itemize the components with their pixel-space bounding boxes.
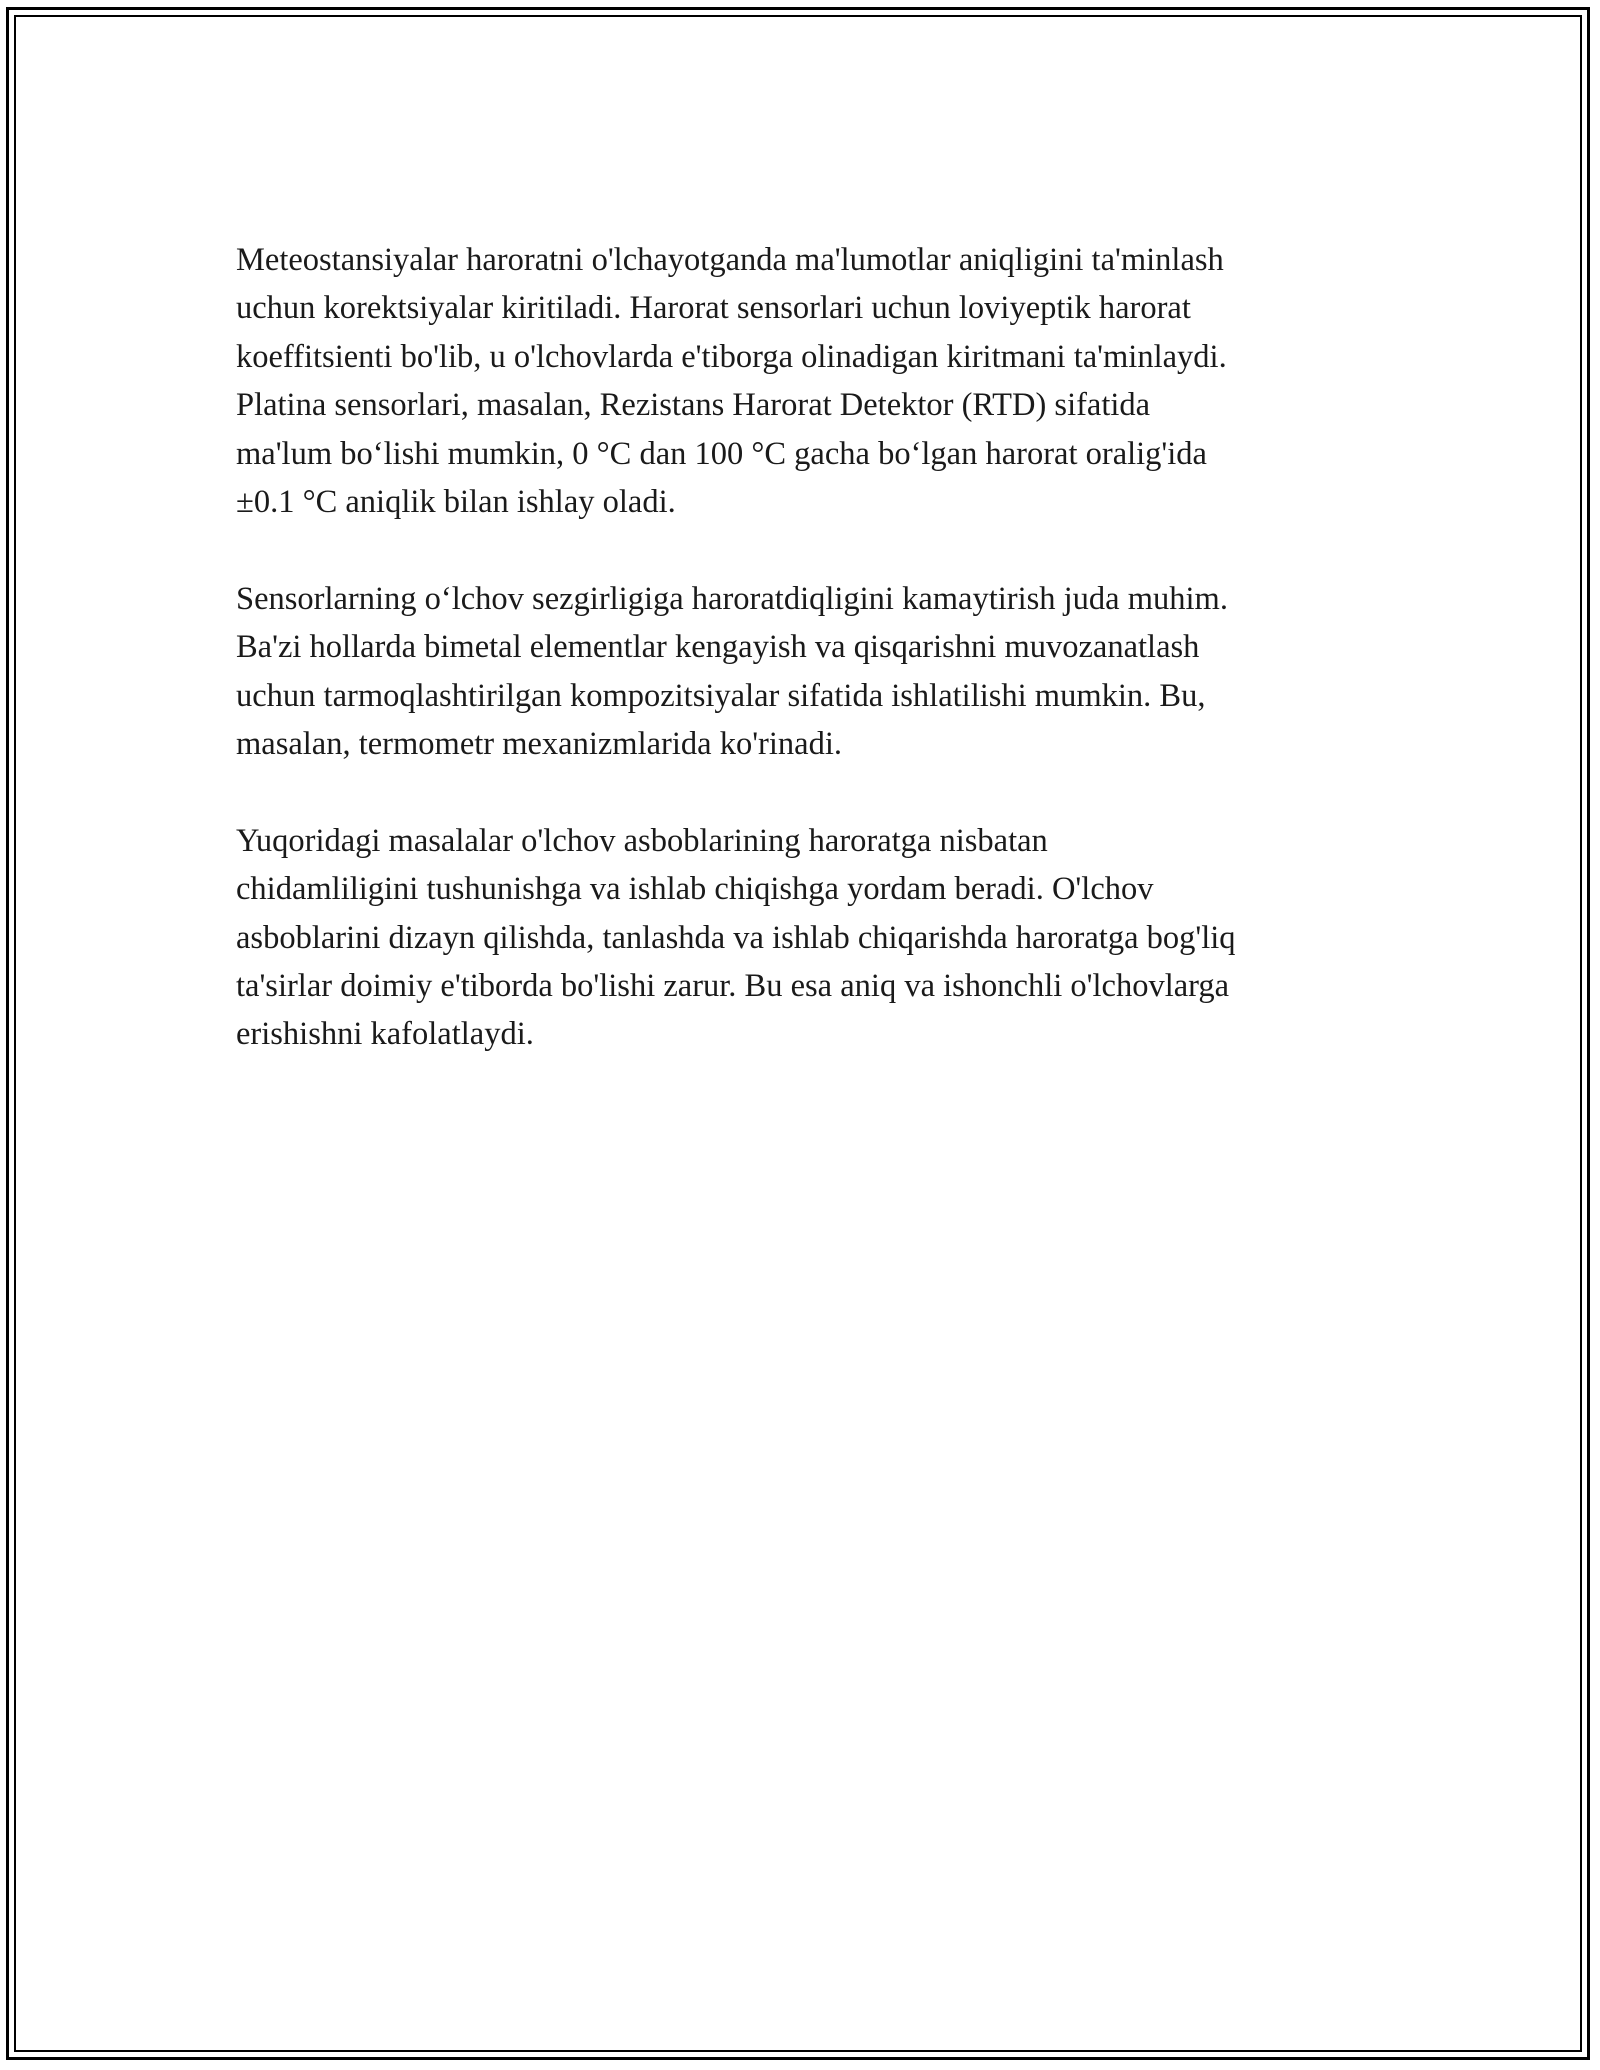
text-line: masalan, termometr mexanizmlarida ko'rinadi.: [236, 726, 842, 763]
text-line: Ba'zi hollarda bimetal elementlar kengayish va qisqarishni muvozanatlash: [236, 629, 1200, 666]
text-line: ±0.1 °C aniqlik bilan ishlay oladi.: [236, 484, 676, 521]
paragraph-2: [236, 575, 1396, 769]
paragraph-3: [236, 817, 1396, 1059]
text-line: ma'lum bo‘lishi mumkin, 0 °C dan 100 °C gacha bo‘lgan harorat oralig'ida: [236, 435, 1207, 472]
text-line: erishishni kafolatlaydi.: [236, 1016, 534, 1053]
text-line: Meteostansiyalar haroratni o'lchayotganda ma'lumotlar aniqligini ta'minlash: [236, 242, 1224, 278]
text-line: uchun tarmoqlashtirilgan kompozitsiyalar sifatida ishlatilishi mumkin. Bu,: [236, 677, 1206, 714]
text-line: koeffitsienti bo'lib, u o'lchovlarda e'tiborga olinadigan kiritmani ta'minlaydi.: [236, 338, 1227, 375]
document-body: [236, 236, 1396, 1107]
text-line: asboblarini dizayn qilishda, tanlashda va ishlab chiqarishda haroratga bog'liq: [236, 919, 1236, 956]
paragraph-1: [236, 236, 1396, 526]
text-line: chidamliligini tushunishga va ishlab chiqishga yordam beradi. O'lchov: [236, 871, 1154, 908]
text-line: ta'sirlar doimiy e'tiborda bo'lishi zarur. Bu esa aniq va ishonchli o'lchovlarga: [236, 968, 1230, 1005]
text-line: Sensorlarning o‘lchov sezgirligiga haroratdiqligini kamaytirish juda muhim.: [236, 580, 1228, 617]
text-line: Yuqoridagi masalalar o'lchov asboblarining haroratga nisbatan: [236, 822, 1048, 859]
text-line: Platina sensorlari, masalan, Rezistans Harorat Detektor (RTD) sifatida: [236, 387, 1151, 424]
text-line: uchun korektsiyalar kiritiladi. Harorat sensorlari uchun loviyeptik harorat: [236, 290, 1191, 327]
